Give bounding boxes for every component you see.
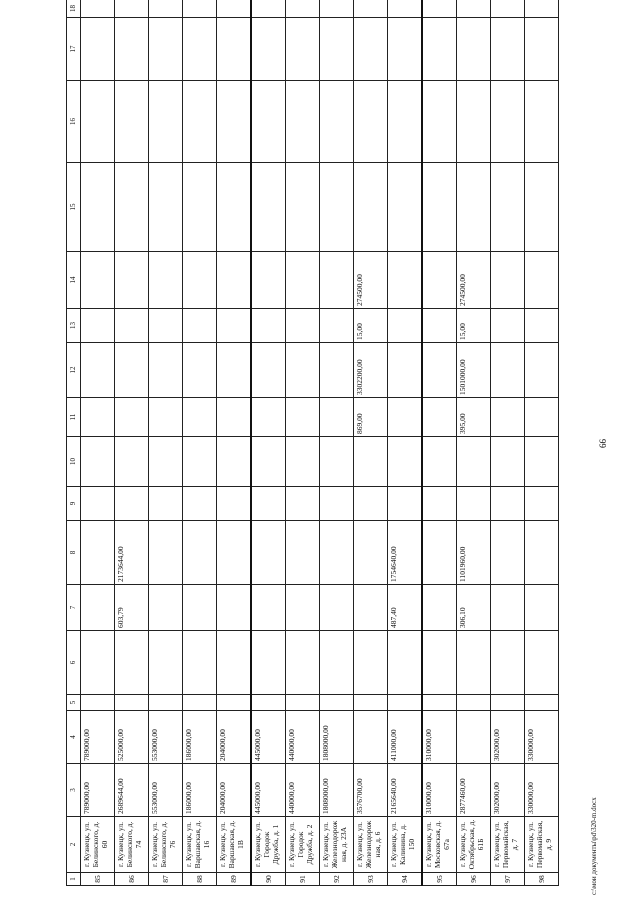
table-cell (320, 309, 354, 343)
table-cell (320, 0, 354, 18)
table-cell (149, 81, 183, 163)
table-cell (217, 631, 252, 695)
table-cell (217, 81, 252, 163)
table-cell (491, 631, 525, 695)
table-cell (286, 437, 320, 487)
table-cell (183, 81, 217, 163)
table-cell (217, 18, 252, 81)
table-cell (491, 163, 525, 252)
table-cell (388, 695, 423, 711)
table-cell (149, 631, 183, 695)
table-cell: 92 (320, 873, 354, 886)
table-cell (286, 398, 320, 437)
table-cell (354, 0, 388, 18)
table-cell (81, 398, 115, 437)
table-cell (183, 585, 217, 631)
table-cell: 487,40 (388, 585, 423, 631)
table-cell (183, 0, 217, 18)
table-cell (422, 487, 457, 521)
table-cell (525, 309, 559, 343)
table-cell (217, 585, 252, 631)
table-cell (457, 81, 491, 163)
data-table (66, 0, 559, 886)
table-row (286, 0, 320, 886)
table-row (81, 0, 115, 886)
table-cell: 2165640,00 (388, 764, 423, 817)
table-cell: 274500,00 (354, 252, 388, 309)
table-cell: 310000,00 (422, 711, 457, 764)
table-cell (183, 631, 217, 695)
table-cell (354, 631, 388, 695)
table-cell (81, 163, 115, 252)
table-cell: 186000,00 (183, 764, 217, 817)
table-cell: 1754640,00 (388, 521, 423, 585)
table-cell (149, 163, 183, 252)
table-cell: 98 (525, 873, 559, 886)
table-cell (491, 487, 525, 521)
table-row (457, 0, 491, 886)
column-header: 10 (67, 437, 81, 487)
table-cell (354, 487, 388, 521)
page-number: 66 (598, 439, 608, 448)
table-cell: 440000,00 (286, 764, 320, 817)
table-cell (525, 487, 559, 521)
table-cell (422, 0, 457, 18)
table-cell: г. Кузнецк, ул. Белинского, д. 74 (115, 817, 149, 873)
table-cell: 525000,00 (115, 711, 149, 764)
table-cell (491, 18, 525, 81)
table-cell (149, 585, 183, 631)
table-cell (183, 487, 217, 521)
table-cell (320, 398, 354, 437)
table-cell: 91 (286, 873, 320, 886)
table-cell (217, 252, 252, 309)
table-cell (422, 18, 457, 81)
table-cell: г. Кузнецк, ул. Первомайская, д. 7 (491, 817, 525, 873)
header-row (67, 0, 81, 886)
table-cell (525, 437, 559, 487)
table-cell (251, 18, 286, 81)
table-cell: 186000,00 (183, 711, 217, 764)
table-cell (217, 437, 252, 487)
table-cell: г. Кузнецк, ул. Железнодорожная, д. 23А (320, 817, 354, 873)
table-cell (491, 521, 525, 585)
table-cell (115, 0, 149, 18)
table-cell (354, 18, 388, 81)
table-cell (388, 0, 423, 18)
table-cell (320, 631, 354, 695)
column-header: 12 (67, 343, 81, 398)
table-cell (251, 81, 286, 163)
table-cell (388, 163, 423, 252)
table-cell (320, 521, 354, 585)
table-cell: 86 (115, 873, 149, 886)
table-cell (286, 0, 320, 18)
table-cell (422, 163, 457, 252)
table-cell: 204000,00 (217, 764, 252, 817)
table-cell (251, 163, 286, 252)
table-cell (320, 585, 354, 631)
table-cell (491, 81, 525, 163)
table-cell (81, 521, 115, 585)
table-cell (286, 18, 320, 81)
table-cell (422, 343, 457, 398)
column-header: 16 (67, 81, 81, 163)
table-cell (81, 343, 115, 398)
table-row (491, 0, 525, 886)
table-cell (354, 711, 388, 764)
table-cell: г. Кузнецк, ул. Железнодорожная, д. 6 (354, 817, 388, 873)
table-cell (525, 521, 559, 585)
table-cell (320, 81, 354, 163)
table-cell (354, 163, 388, 252)
table-cell (183, 437, 217, 487)
column-header: 11 (67, 398, 81, 437)
table-cell (525, 585, 559, 631)
table-cell (388, 343, 423, 398)
table-cell (286, 81, 320, 163)
column-header: 8 (67, 521, 81, 585)
table-cell: 15,00 (457, 309, 491, 343)
table-cell (422, 81, 457, 163)
table-row (217, 0, 252, 886)
table-cell (149, 343, 183, 398)
table-cell (183, 309, 217, 343)
table-cell (320, 695, 354, 711)
table-cell (286, 163, 320, 252)
table-cell (525, 252, 559, 309)
table-cell (81, 631, 115, 695)
table-cell: 603,79 (115, 585, 149, 631)
table-cell: 90 (251, 873, 286, 886)
table-cell (457, 437, 491, 487)
table-cell: 330000,00 (525, 764, 559, 817)
table-row (525, 0, 559, 886)
table-cell (183, 521, 217, 585)
table-cell: г. Кузнецк, ул. Городок Дружба, д. 2 (286, 817, 320, 873)
table-cell (81, 695, 115, 711)
table-cell (457, 0, 491, 18)
table-cell (149, 252, 183, 309)
table-cell: 2877460,00 (457, 764, 491, 817)
table-cell (115, 309, 149, 343)
table-cell (81, 252, 115, 309)
table-cell (183, 343, 217, 398)
table-cell (286, 521, 320, 585)
table-cell (217, 0, 252, 18)
table-cell: 1101960,00 (457, 521, 491, 585)
table-cell: 15,00 (354, 309, 388, 343)
table-cell: 87 (149, 873, 183, 886)
table-cell: 1808000,00 (320, 764, 354, 817)
table-cell (217, 309, 252, 343)
table-cell (388, 398, 423, 437)
table-cell (320, 252, 354, 309)
table-cell: 1501000,00 (457, 343, 491, 398)
table-cell (183, 695, 217, 711)
table-cell (525, 163, 559, 252)
table-cell (354, 521, 388, 585)
table-cell: 553000,00 (149, 711, 183, 764)
table-cell: 310000,00 (422, 764, 457, 817)
table-cell (422, 585, 457, 631)
table-cell: 2689644,00 (115, 764, 149, 817)
table-cell (251, 252, 286, 309)
table-cell: 789000,00 (81, 711, 115, 764)
table-cell (354, 585, 388, 631)
table-row (115, 0, 149, 886)
table-cell (457, 711, 491, 764)
table-cell (183, 163, 217, 252)
table-cell (388, 309, 423, 343)
column-header: 18 (67, 0, 81, 18)
table-cell (286, 631, 320, 695)
table-cell (115, 437, 149, 487)
table-cell (422, 631, 457, 695)
table-cell (422, 695, 457, 711)
table-cell: 2173644,00 (115, 521, 149, 585)
table-cell: г. Кузнецк, ул. Белинского, д. 60 (81, 817, 115, 873)
table-cell: г. Кузнецк, ул. Первомайская, д. 9 (525, 817, 559, 873)
table-cell (183, 252, 217, 309)
table-row (354, 0, 388, 886)
table-row (320, 0, 354, 886)
table-cell (525, 18, 559, 81)
table-cell (115, 343, 149, 398)
table-cell (491, 0, 525, 18)
table-cell (81, 487, 115, 521)
table-cell (81, 309, 115, 343)
table-cell (217, 695, 252, 711)
table-cell: 445000,00 (251, 764, 286, 817)
table-cell (491, 437, 525, 487)
table-cell (183, 398, 217, 437)
table-cell (491, 585, 525, 631)
table-cell (422, 309, 457, 343)
table-cell: г. Кузнецк, ул. Октябрьская, д. 61Б (457, 817, 491, 873)
table-cell (525, 398, 559, 437)
column-header: 17 (67, 18, 81, 81)
table-cell (525, 695, 559, 711)
table-cell (320, 437, 354, 487)
table-cell: 94 (388, 873, 423, 886)
table-cell (354, 695, 388, 711)
table-cell (422, 521, 457, 585)
table-cell (251, 585, 286, 631)
table-cell (422, 437, 457, 487)
table-cell (115, 252, 149, 309)
table-cell (286, 343, 320, 398)
table-cell (115, 398, 149, 437)
table-cell (251, 343, 286, 398)
table-cell: 553000,00 (149, 764, 183, 817)
column-header: 9 (67, 487, 81, 521)
table-cell (115, 18, 149, 81)
table-cell: 89 (217, 873, 252, 886)
table-cell: 445000,00 (251, 711, 286, 764)
table-cell (320, 18, 354, 81)
table-cell (422, 398, 457, 437)
table-cell (388, 487, 423, 521)
table-cell (388, 18, 423, 81)
table-cell (491, 398, 525, 437)
table-cell (251, 487, 286, 521)
table-cell: 789000,00 (81, 764, 115, 817)
table-cell (251, 0, 286, 18)
column-header: 6 (67, 631, 81, 695)
table-cell (525, 0, 559, 18)
table-cell (81, 585, 115, 631)
table-cell (388, 631, 423, 695)
table-cell (491, 695, 525, 711)
table-row (251, 0, 286, 886)
table-cell: 869,00 (354, 398, 388, 437)
table-cell: г. Кузнецк, ул. Московская, д. 67а (422, 817, 457, 873)
table-cell (251, 398, 286, 437)
table-cell (217, 487, 252, 521)
column-header: 14 (67, 252, 81, 309)
table-cell (320, 487, 354, 521)
table-cell (354, 437, 388, 487)
table-cell (286, 309, 320, 343)
table-cell: 395,00 (457, 398, 491, 437)
table-cell (149, 437, 183, 487)
table-row (183, 0, 217, 886)
table-cell: 93 (354, 873, 388, 886)
table-cell (81, 18, 115, 81)
table-cell: 302000,00 (491, 764, 525, 817)
table-cell: г. Кузнецк, ул. Белинского, д. 76 (149, 817, 183, 873)
table-cell: 204000,00 (217, 711, 252, 764)
table-cell (388, 81, 423, 163)
table-cell: 3302200,00 (354, 343, 388, 398)
table-cell (115, 81, 149, 163)
table-cell (115, 487, 149, 521)
table-cell (388, 437, 423, 487)
column-header: 13 (67, 309, 81, 343)
table-cell (286, 252, 320, 309)
table-cell (217, 521, 252, 585)
table-cell (183, 18, 217, 81)
table-cell: г. Кузнецк, ул. Варшавская, д. 16 (183, 817, 217, 873)
table-cell: 97 (491, 873, 525, 886)
table-cell (251, 695, 286, 711)
footer-path: c:\мои документы\pd\320-m.docx (590, 797, 598, 895)
column-header: 7 (67, 585, 81, 631)
table-cell (286, 487, 320, 521)
table-cell (251, 437, 286, 487)
column-header: 4 (67, 711, 81, 764)
table-row (388, 0, 423, 886)
table-cell (286, 695, 320, 711)
table-cell: 330000,00 (525, 711, 559, 764)
table-cell: г. Кузнецк, ул. Варшавская, д. 1В (217, 817, 252, 873)
table-cell (251, 631, 286, 695)
table-cell (457, 163, 491, 252)
table-cell (149, 487, 183, 521)
table-cell: 1808000,00 (320, 711, 354, 764)
table-cell: 411000,00 (388, 711, 423, 764)
data-table-wrapper (66, 5, 559, 886)
table-cell (81, 0, 115, 18)
column-header: 2 (67, 817, 81, 873)
table-cell (115, 695, 149, 711)
table-row (422, 0, 457, 886)
table-cell (320, 343, 354, 398)
table-cell: 88 (183, 873, 217, 886)
table-cell (525, 81, 559, 163)
table-cell (217, 398, 252, 437)
column-header: 1 (67, 873, 81, 886)
table-cell (457, 631, 491, 695)
table-cell: 96 (457, 873, 491, 886)
column-header: 3 (67, 764, 81, 817)
table-cell (251, 521, 286, 585)
table-cell (457, 695, 491, 711)
column-header: 15 (67, 163, 81, 252)
table-cell (149, 521, 183, 585)
table-cell (491, 309, 525, 343)
table-cell: 3576700,00 (354, 764, 388, 817)
table-cell (217, 343, 252, 398)
table-row (149, 0, 183, 886)
table-cell: г. Кузнецк, ул. Городок Дружба, д. 1 (251, 817, 286, 873)
table-cell: 274500,00 (457, 252, 491, 309)
table-cell (115, 631, 149, 695)
table-cell (320, 163, 354, 252)
table-cell (149, 309, 183, 343)
table-cell (422, 252, 457, 309)
table-cell (115, 163, 149, 252)
table-cell: 306,10 (457, 585, 491, 631)
table-cell (81, 437, 115, 487)
table-cell (457, 487, 491, 521)
table-cell (149, 695, 183, 711)
table-cell: 440000,00 (286, 711, 320, 764)
table-cell: г. Кузнецк, ул. Калинина, д. 150 (388, 817, 423, 873)
table-cell (81, 81, 115, 163)
table-cell (149, 18, 183, 81)
table-cell (525, 631, 559, 695)
column-header: 5 (67, 695, 81, 711)
table-cell (149, 0, 183, 18)
table-cell (457, 18, 491, 81)
table-cell (149, 398, 183, 437)
table-cell: 95 (422, 873, 457, 886)
table-cell (525, 343, 559, 398)
table-cell: 85 (81, 873, 115, 886)
table-cell: 302000,00 (491, 711, 525, 764)
table-cell (354, 81, 388, 163)
table-cell (217, 163, 252, 252)
table-cell (286, 585, 320, 631)
table-cell (388, 252, 423, 309)
table-cell (491, 252, 525, 309)
table-cell (491, 343, 525, 398)
table-cell (251, 309, 286, 343)
